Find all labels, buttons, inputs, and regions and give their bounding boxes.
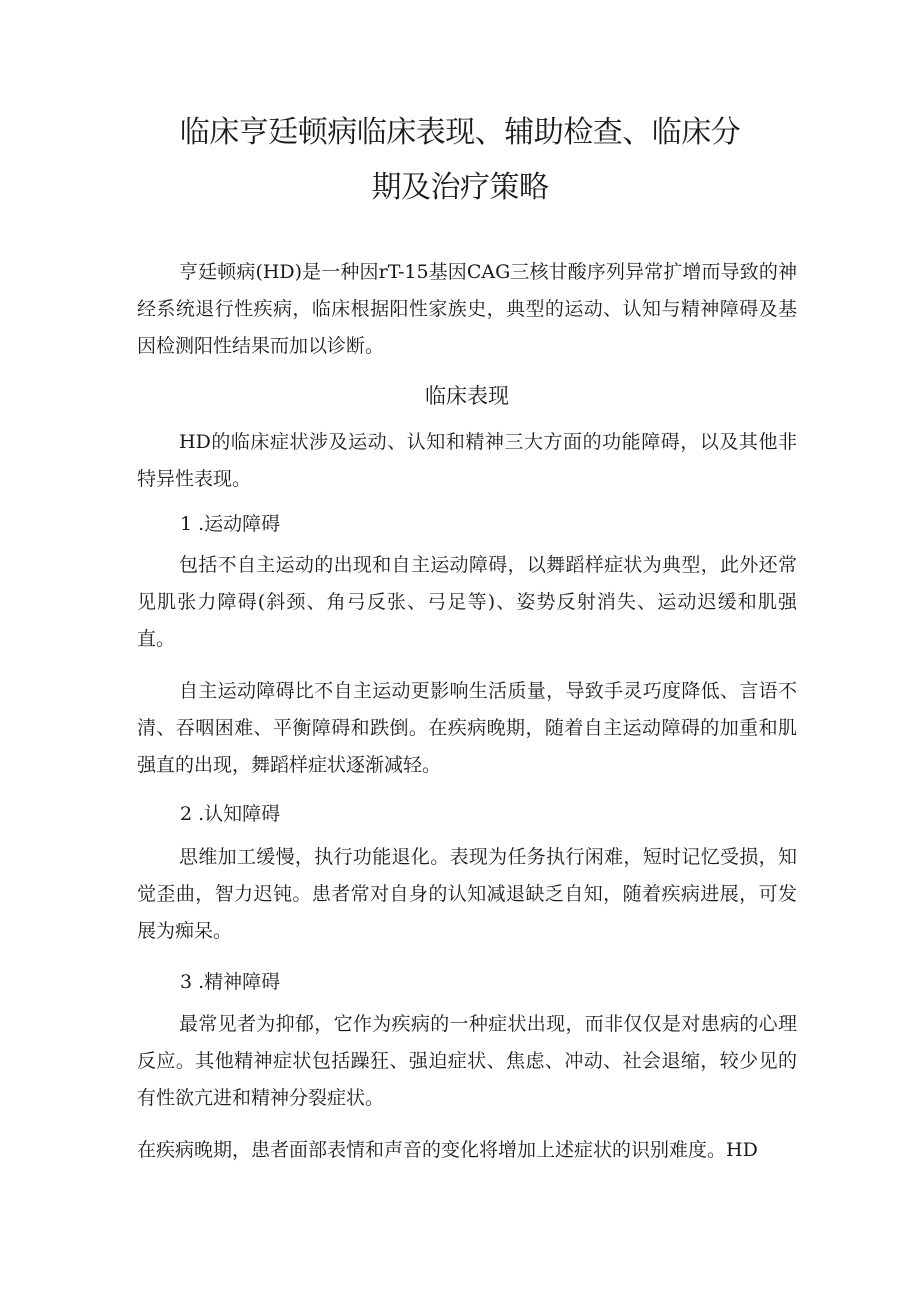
cognitive-paragraph: 思维加工缓慢，执行功能退化。表现为任务执行闲难，短时记忆受损，知觉歪曲，智力迟钝。患者常对自身的认知减退缺乏自知，随着疾病进展，可发展为痴呆。 [137,846,797,942]
subsection-heading-cognitive: 2 .认知障碍 [180,803,281,825]
section-heading-clinical-manifestations: 临床表现 [425,384,509,408]
intro-paragraph: 亨廷顿病(HD)是一种因rT-15基因CAG三核甘酸序列异常扩增而导致的神经系统退行性疾病，临床根据阳性家族史，典型的运动、认知与精神障碍及基因检测阳性结果而加以诊断。 [137,261,797,357]
document-title-line-2: 期及治疗策略 [371,170,549,205]
section-intro-paragraph: HD的临床症状涉及运动、认知和精神三大方面的功能障碍，以及其他非特异性表现。 [137,431,797,490]
motor-paragraph-2: 自主运动障碍比不自主运动更影响生活质量，导致手灵巧度降低、言语不清、吞咽困难、平衡障碍和跌倒。在疾病晚期，随着自主运动障碍的加重和肌强直的出现，舞蹈样症状逐渐减轻。 [137,680,797,776]
trailing-paragraph: 在疾病晚期，患者面部表情和声音的变化将增加上述症状的识别难度。HD [137,1139,758,1161]
motor-paragraph-1: 包括不自主运动的出现和自主运动障碍，以舞蹈样症状为典型，此外还常见肌张力障碍(斜颈、角弓反张、弓足等)、姿势反射消失、运动迟缓和肌强直。 [137,554,797,650]
subsection-heading-psychiatric: 3 .精神障碍 [180,971,281,993]
document-title-line-1: 临床亨廷顿病临床表现、辅助检查、临床分 [179,115,741,150]
subsection-heading-motor: 1 .运动障碍 [180,513,281,535]
psychiatric-paragraph: 最常见者为抑郁，它作为疾病的一种症状出现，而非仅仅是对患病的心理反应。其他精神症状包括躁狂、强迫症状、焦虑、冲动、社会退缩，较少见的有性欲亢进和精神分裂症状。 [137,1013,797,1109]
